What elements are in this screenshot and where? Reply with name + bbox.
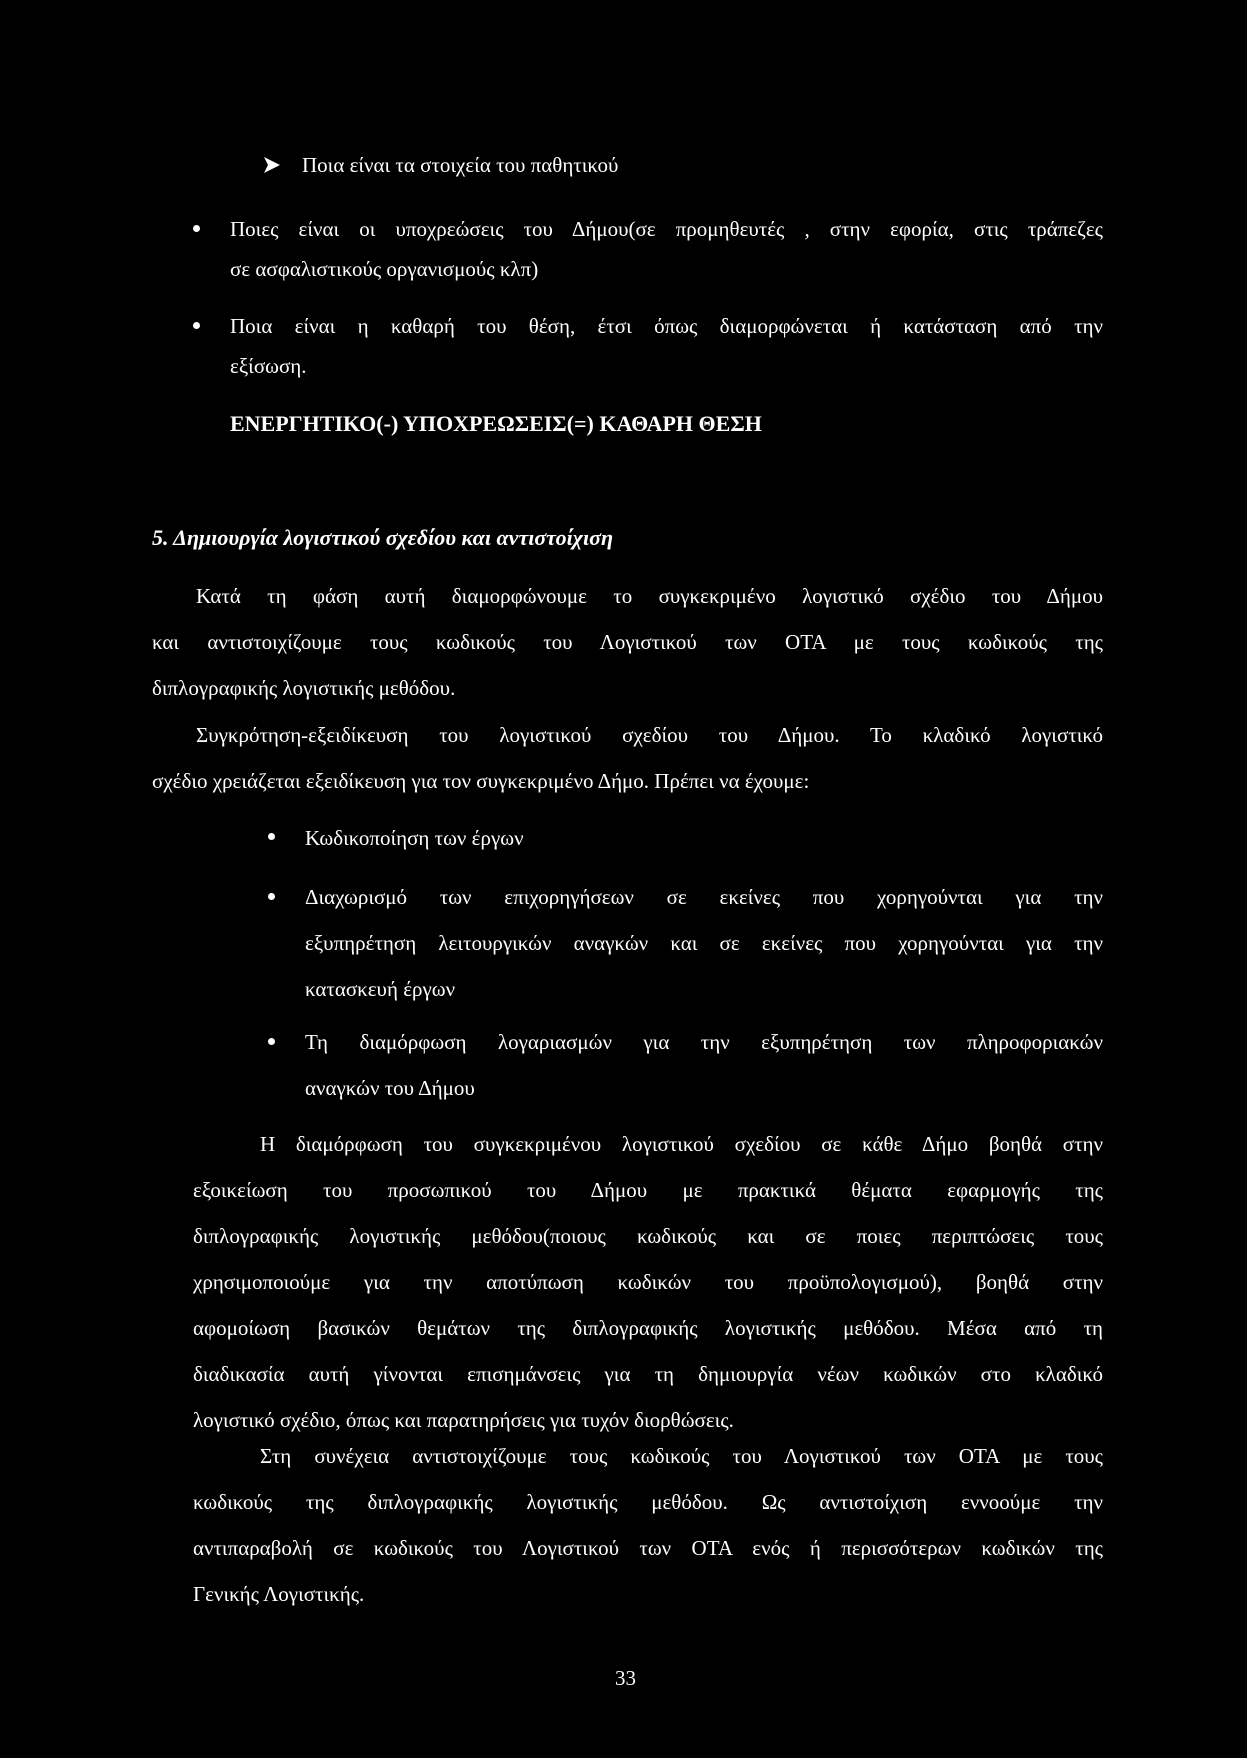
arrow-bullet-icon [262, 155, 282, 175]
paragraph-line: διπλογραφικής λογιστικής μεθόδου(ποιους κωδικούς και σε ποιες περιπτώσεις τους [193, 1224, 1103, 1248]
equation-text: ΕΝΕΡΓΗΤΙΚΟ(-) ΥΠΟΧΡΕΩΣΕΙΣ(=) ΚΑΘΑΡΗ ΘΕΣΗ [230, 411, 762, 436]
bullet-line: Τη διαμόρφωση λογαριασμών για την εξυπηρέτηση των πληροφοριακών [305, 1030, 1103, 1054]
paragraph-line: διπλογραφικής λογιστικής μεθόδου. [152, 676, 456, 700]
paragraph [152, 576, 1103, 708]
paragraph [193, 1436, 1103, 1614]
bullet-item: Κωδικοποίηση των έργων [305, 826, 524, 850]
paragraph-line: εξοικείωση του προσωπικού του Δήμου με πρακτικά θέματα εφαρμογής της [193, 1178, 1103, 1202]
bullet-icon [268, 893, 275, 900]
bullet-line: Ποια είναι η καθαρή του θέση, έτσι όπως διαμορφώνεται ή κατάσταση από την [230, 314, 1103, 338]
paragraph-line: σχέδιο χρειάζεται εξειδίκευση για τον συγκεκριμένο Δήμο. Πρέπει να έχουμε: [152, 769, 810, 793]
paragraph [152, 715, 1103, 801]
paragraph-line: διαδικασία αυτή γίνονται επισημάνσεις για τη δημιουργία νέων κωδικών στο κλαδικό [193, 1362, 1103, 1386]
bullet-line: σε ασφαλιστικούς οργανισμούς κλπ) [230, 257, 539, 281]
bullet-line: Διαχωρισμό των επιχορηγήσεων σε εκείνες που χορηγούνται για την [305, 885, 1103, 909]
bullet-line: εξυπηρέτηση λειτουργικών αναγκών και σε εκείνες που χορηγούνται για την [305, 931, 1103, 955]
bullet-icon [268, 833, 275, 840]
bullet-item-net-position [230, 306, 1103, 386]
paragraph-line: και αντιστοιχίζουμε τους κωδικούς του Λογιστικού των ΟΤΑ με τους κωδικούς της [152, 630, 1103, 654]
bullet-line: εξίσωση. [230, 354, 307, 378]
bullet-item [305, 877, 1103, 1009]
bullet-icon [268, 1038, 275, 1045]
page-number: 33 [615, 1666, 636, 1690]
bullet-item-liabilities [230, 209, 1103, 289]
paragraph-line: Η διαμόρφωση του συγκεκριμένου λογιστικού σχεδίου σε κάθε Δήμο βοηθά στην [260, 1132, 1103, 1156]
bullet-item [305, 1022, 1103, 1108]
paragraph-line: χρησιμοποιούμε για την αποτύπωση κωδικών του προϋπολογισμού), βοηθά στην [193, 1270, 1103, 1294]
paragraph-line: λογιστικό σχέδιο, όπως και παρατηρήσεις για τυχόν διορθώσεις. [193, 1408, 734, 1432]
section-heading: 5. Δημιουργία λογιστικού σχεδίου και αντιστοίχιση [152, 525, 614, 550]
paragraph [193, 1124, 1103, 1440]
bullet-line: Ποιες είναι οι υποχρεώσεις του Δήμου(σε προμηθευτές , στην εφορία, στις τράπεζες [230, 217, 1103, 241]
paragraph-line: κωδικούς της διπλογραφικής λογιστικής μεθόδου. Ως αντιστοίχιση εννοούμε την [193, 1490, 1103, 1514]
paragraph-line: αντιπαραβολή σε κωδικούς του Λογιστικού των ΟΤΑ ενός ή περισσότερων κωδικών της [193, 1536, 1103, 1560]
bullet-line: αναγκών του Δήμου [305, 1076, 475, 1100]
bullet-line: κατασκευή έργων [305, 977, 456, 1001]
paragraph-line: αφομοίωση βασικών θεμάτων της διπλογραφικής λογιστικής μεθόδου. Μέσα από τη [193, 1316, 1103, 1340]
paragraph-line: Στη συνέχεια αντιστοιχίζουμε τους κωδικούς του Λογιστικού των ΟΤΑ με τους [260, 1444, 1103, 1468]
arrow-list-item: Ποια είναι τα στοιχεία του παθητικού [302, 153, 619, 177]
paragraph-line: Γενικής Λογιστικής. [193, 1582, 365, 1606]
bullet-icon [193, 225, 200, 232]
paragraph-line: Συγκρότηση-εξειδίκευση του λογιστικού σχεδίου του Δήμου. Το κλαδικό λογιστικό [196, 723, 1103, 747]
bullet-icon [193, 322, 200, 329]
paragraph-line: Κατά τη φάση αυτή διαμορφώνουμε το συγκεκριμένο λογιστικό σχέδιο του Δήμου [196, 584, 1103, 608]
